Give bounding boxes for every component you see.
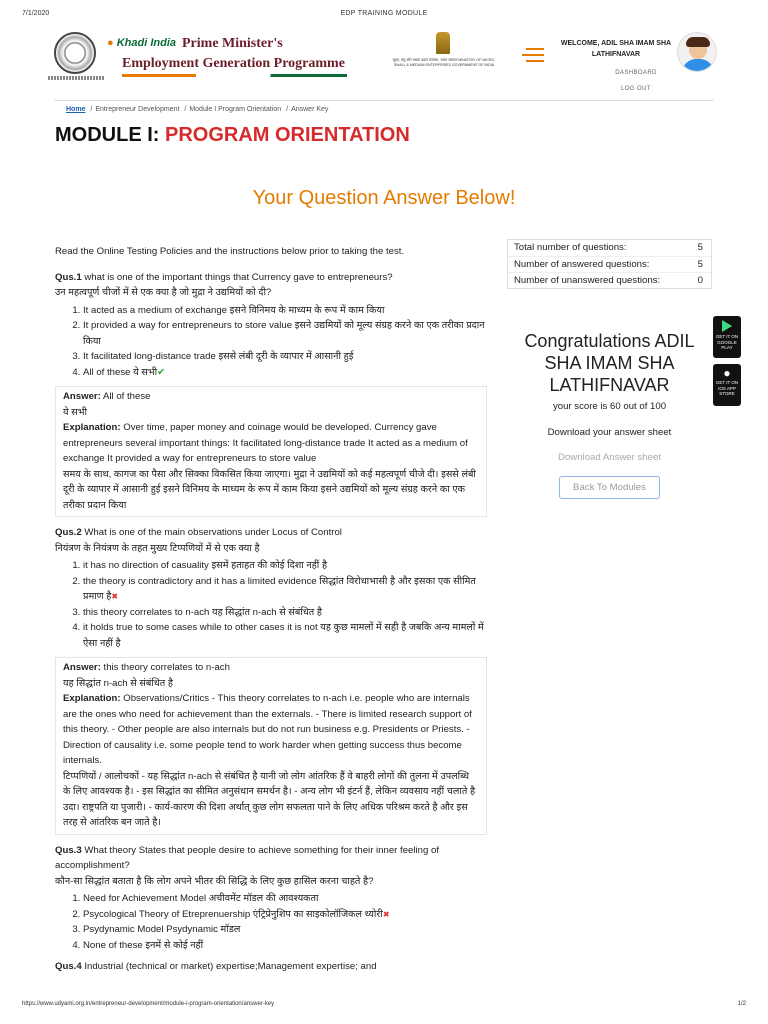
stats-label: Number of unanswered questions: — [514, 275, 661, 286]
google-play-label: GET IT ON GOOGLE PLAY — [715, 334, 739, 350]
option-item: 4. None of these इनमें से कोई नहीं — [83, 938, 487, 954]
option-item: 3. Psydynamic Model Psydynamic मॉडल — [83, 922, 487, 938]
breadcrumb-item[interactable]: Module I Program Orientation — [189, 106, 282, 113]
download-answer-sheet-button[interactable]: Download Answer sheet — [558, 452, 661, 463]
options-list — [55, 558, 487, 651]
question-text-en: What theory States that people desire to achieve something for their inner feeling of accomplishment? — [55, 844, 439, 871]
pmegp-tricolor-bar — [122, 74, 347, 77]
app-store-label: GET IT ON IOS APP STORE — [715, 380, 739, 396]
question-1 — [55, 270, 487, 286]
check-icon: ✔ — [157, 366, 166, 378]
print-page-number: 1/2 — [737, 1001, 746, 1007]
stats-row-unanswered — [508, 272, 711, 288]
breadcrumb-item[interactable]: Entrepreneur Development — [95, 106, 180, 113]
stats-table — [507, 239, 712, 289]
answer-box — [55, 657, 487, 835]
download-label: Download your answer sheet — [547, 427, 672, 438]
answer-box — [55, 386, 487, 517]
state-seal-logo — [54, 32, 96, 74]
question-text-en: What is one of the main observations under Locus of Control — [84, 527, 342, 538]
apple-icon: ● — [723, 366, 731, 380]
question-text-hi: नियंत्रण के नियंत्रण के तहत मुख्य टिप्पणियों में से एक क्या है — [55, 542, 260, 554]
module-label: MODULE I: — [55, 124, 160, 146]
question-text-hi: कौन-सा सिद्धांत बताता है कि लोग अपने भीतर की सिद्धि के लिए कुछ हासिल करना चाहते है? — [55, 875, 374, 887]
question-list — [55, 244, 487, 975]
option-item-wrong — [83, 907, 487, 923]
option-item: 2. It provided a way for entrepreneurs to store value इसने उद्यमियों को मूल्य संग्रह करने का एक तरीका प्रदान किया — [83, 318, 487, 349]
google-play-icon — [722, 320, 732, 332]
qa-heading: Your Question Answer Below! — [252, 187, 516, 209]
avatar[interactable] — [677, 32, 717, 72]
pmegp-title-line2: Employment Generation Programme — [122, 56, 345, 71]
explanation-label: Explanation: — [63, 693, 121, 704]
stats-label: Total number of questions: — [514, 242, 627, 253]
back-to-modules-button[interactable]: Back To Modules — [559, 476, 660, 499]
khadi-logo-text: Khadi India — [116, 37, 176, 49]
print-url: https://www.udyami.org.in/entrepreneur-development/module-i-program-orientation/answer-key — [22, 1001, 275, 1007]
question-label: Qus.3 — [55, 844, 82, 856]
option-text: the theory is contradictory and it has a limited evidence सिद्धांत विरोधाभासी है और इसका एक सीमित प्रमाण है — [83, 575, 476, 602]
breadcrumb: Home / Entrepreneur Development / Module I Program Orientation / Answer Key — [66, 106, 329, 113]
answer-label: Answer: — [63, 391, 101, 402]
module-name: PROGRAM ORIENTATION — [165, 124, 410, 146]
answer-text-hi: यह सिद्धांत n-ach से संबंधित है — [63, 677, 173, 689]
khadi-india-logo: ● Khadi India — [107, 37, 176, 49]
print-date: 7/1/2020 — [22, 10, 50, 17]
question-2 — [55, 525, 487, 541]
explanation-label: Explanation: — [63, 422, 121, 433]
stats-value: 5 — [697, 242, 703, 253]
options-list — [55, 303, 487, 381]
question-text-hi: उन महत्वपूर्ण चीजों में से एक क्या है जो मुद्रा ने उद्यमियों को दी? — [55, 287, 272, 298]
answer-label: Answer: — [63, 662, 101, 673]
explanation-text-en: Observations/Critics - This theory correlates to n-ach i.e. people who are internals are the ones who need for achievement than the externals. - There is limited research support of this theory. - Other people are also internals but do not run business e.g. Presidents or Priests. - Direction of causality i.e. some people tend to work harder when getting success thus become internals. — [63, 693, 472, 766]
logout-link[interactable]: LOG OUT — [621, 86, 651, 92]
cross-icon: ✖ — [382, 909, 390, 919]
question-4 — [55, 959, 487, 975]
question-text-en: Industrial (technical or market) expertise;Management expertise; and — [84, 961, 377, 972]
pmegp-title-line1: Prime Minister's — [182, 36, 283, 51]
page-title — [55, 124, 410, 147]
print-title: EDP TRAINING MODULE — [340, 10, 428, 17]
option-item: 1. it has no direction of casuality इसमें हताहत की कोई दिशा नहीं है — [83, 558, 487, 574]
explanation-text-hi: समय के साथ, कागज का पैसा और सिक्का विकसित किया जाएगा। मुद्रा ने उद्यमियों को कई महत्वपूर्ण चीजे दी। इससे लंबी दूरी के व्यापार में आसानी हुई इसने विनिमय के माध्यम के रूप में काम किया इसने उद्यमियों को मूल्य संग्रह करने का एक तरीका प्रदान किया — [63, 468, 476, 511]
answer-text-en: this theory correlates to n-ach — [103, 662, 230, 673]
option-item-correct — [83, 365, 487, 381]
options-list — [55, 891, 487, 953]
question-label: Qus.1 — [55, 271, 82, 283]
option-text: Psycological Theory of Etreprenuership एंट्रिप्रेनुशिप का साइकोलॉजिकल थ्योरी — [83, 908, 383, 920]
breadcrumb-home-link[interactable]: Home — [66, 106, 86, 113]
option-item: 4. it holds true to some cases while to other cases it is not यह कुछ मामलों में सही है जबकि अन्य मामलों में ऐसा नहीं है — [83, 620, 487, 651]
hamburger-menu-icon[interactable] — [522, 46, 544, 64]
question-text-en: what is one of the important things that Currency gave to entrepreneurs? — [84, 271, 393, 283]
google-play-badge[interactable] — [713, 316, 741, 358]
dashboard-link[interactable]: DASHBOARD — [615, 70, 657, 76]
option-item: 3. It facilitated long-distance trade इससे लंबी दूरी के व्यापार में आसानी हुई — [83, 349, 487, 365]
stats-value: 5 — [697, 259, 703, 270]
answer-text-hi: ये सभी — [63, 406, 87, 418]
national-emblem-icon — [436, 32, 450, 54]
option-item-wrong — [83, 574, 487, 605]
answer-text-en: All of these — [103, 391, 151, 402]
option-item: 1. It acted as a medium of exchange इसने विनिमय के माध्यम के रूप में काम किया — [83, 303, 487, 319]
stats-row-total — [508, 240, 711, 256]
intro-text: Read the Online Testing Policies and the instructions below prior to taking the test. — [55, 246, 405, 257]
question-label: Qus.4 — [55, 961, 82, 972]
explanation-text-hi: टिप्पणियों / आलोचकों - यह सिद्धांत n-ach से संबंधित है यानी जो लोग आंतरिक हैं वे बाहरी लोगों की तुलना में उपलब्धि के लिए आवश्यक है। - इस सिद्धांत का सीमित अनुसंधान समर्थन है। - अन्य लोग भी इंटर्न हैं, लेकिन व्यवसाय नहीं चलाते है उदा। राष्ट्रपति या पुजारी। - कार्य-कारण की दिशा अर्थात् कुछ लोग सफलता पाने के लिए अधिक परिश्रम करते है और इस तरह से आंतरिक बन जाते है। — [63, 770, 476, 828]
option-item: 3. this theory correlates to n-ach यह सिद्धांत n-ach से संबंधित है — [83, 605, 487, 621]
score-text: your score is 60 out of 100 — [552, 401, 667, 412]
app-store-badge[interactable] — [713, 364, 741, 406]
option-item: 1. Need for Achievement Model अचीवमेंट मॉडल की आवश्यकता — [83, 891, 487, 907]
explanation-text-en: Over time, paper money and coinage would be developed. Currency gave entrepreneurs several important things: It facilitated long-distance trade It acted as a medium of exchange It provided a way for entrepreneurs to store value — [63, 422, 468, 464]
ministry-caption: सूक्ष्म, लघु और मध्यम उद्यम मंत्रालय, भारत सरकार MINISTRY OF MICRO, SMALL & MEDIUM ENTERPRISES GOVERNMENT OF INDIA — [392, 58, 496, 67]
question-label: Qus.2 — [55, 527, 82, 538]
stats-label: Number of answered questions: — [514, 259, 650, 270]
cross-icon: ✖ — [111, 592, 119, 601]
header-divider — [54, 100, 714, 101]
breadcrumb-item-current: Answer Key — [291, 106, 329, 113]
stats-row-answered — [508, 256, 711, 272]
seal-caption — [48, 76, 104, 80]
congratulations-heading: Congratulations ADIL SHA IMAM SHA LATHIFNAVAR — [524, 331, 695, 395]
option-text: All of these ये सभी — [83, 366, 158, 378]
stats-value: 0 — [697, 275, 703, 286]
welcome-text: WELCOME, ADIL SHA IMAM SHA LATHIFNAVAR — [560, 40, 672, 58]
question-3 — [55, 843, 487, 874]
